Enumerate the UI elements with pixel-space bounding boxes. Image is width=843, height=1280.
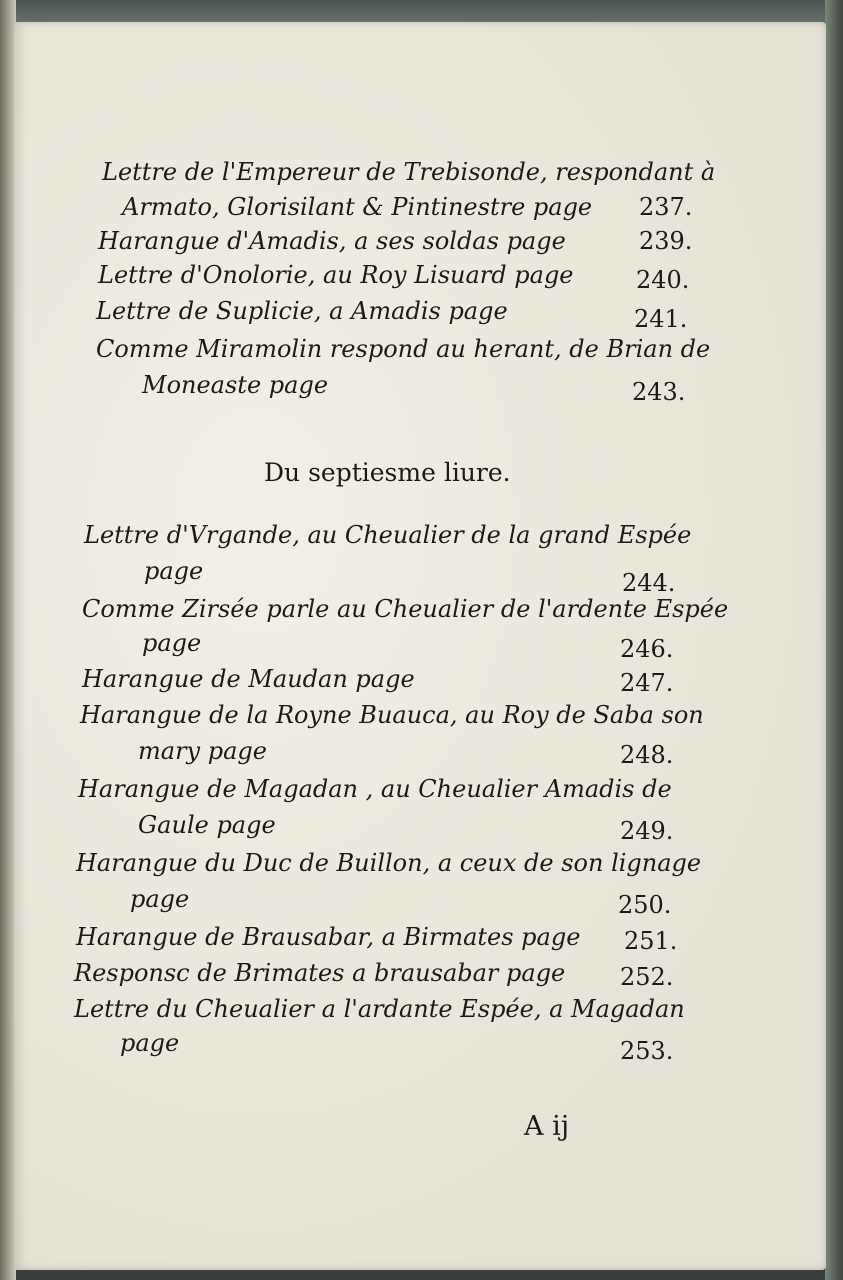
entry-title-continued: page bbox=[130, 885, 190, 913]
entry-title: Comme Miramolin respond au herant, de Brian de bbox=[96, 335, 711, 363]
entry-title: Harangue de Brausabar, a Birmates page bbox=[76, 923, 581, 951]
book-page bbox=[14, 22, 826, 1270]
entry-page-number: 243. bbox=[632, 378, 686, 406]
entry-title-continued: mary page bbox=[138, 737, 267, 765]
entry-title: Harangue de Maudan page bbox=[82, 665, 415, 693]
entry-page-number: 253. bbox=[620, 1037, 674, 1065]
entry-title: Lettre d'Onolorie, au Roy Lisuard page bbox=[98, 261, 574, 289]
entry-title: Harangue de Magadan , au Cheualier Amadis de bbox=[78, 775, 672, 803]
entry-title: Lettre du Cheualier a l'ardante Espée, a Magadan bbox=[74, 995, 685, 1023]
entry-page-number: 249. bbox=[620, 817, 674, 845]
section-heading: Du septiesme liure. bbox=[264, 458, 511, 487]
entry-page-number: 246. bbox=[620, 635, 674, 663]
entry-page-number: 247. bbox=[620, 669, 674, 697]
entry-title: Lettre de l'Empereur de Trebisonde, respondant à bbox=[102, 158, 716, 186]
entry-title-continued: page bbox=[120, 1029, 180, 1057]
entry-title: Harangue de la Royne Buauca, au Roy de Saba son bbox=[80, 701, 704, 729]
entry-page-number: 251. bbox=[624, 927, 678, 955]
entry-title: Lettre d'Vrgande, au Cheualier de la grand Espée bbox=[84, 521, 692, 549]
entry-page-number: 252. bbox=[620, 963, 674, 991]
entry-title: Harangue du Duc de Buillon, a ceux de son lignage bbox=[76, 849, 702, 877]
entry-page-number: 237. bbox=[639, 193, 693, 221]
entry-title: Lettre de Suplicie, a Amadis page bbox=[96, 297, 508, 325]
entry-title-continued: page bbox=[142, 629, 202, 657]
entry-title-continued: Gaule page bbox=[138, 811, 276, 839]
entry-title: Responsc de Brimates a brausabar page bbox=[74, 959, 566, 987]
entry-title-continued: Armato, Glorisilant & Pintinestre page bbox=[122, 193, 593, 221]
entry-title: Harangue d'Amadis, a ses soldas page bbox=[98, 227, 566, 255]
entry-page-number: 244. bbox=[622, 569, 676, 597]
entry-title-continued: Moneaste page bbox=[142, 371, 329, 399]
entry-page-number: 241. bbox=[634, 305, 688, 333]
signature-mark: A ij bbox=[524, 1111, 570, 1142]
entry-title: Comme Zirsée parle au Cheualier de l'ardente Espée bbox=[82, 595, 729, 623]
entry-title-continued: page bbox=[144, 557, 204, 585]
entry-page-number: 250. bbox=[618, 891, 672, 919]
book-binding-right bbox=[825, 0, 843, 1280]
entry-page-number: 239. bbox=[639, 227, 693, 255]
entry-page-number: 248. bbox=[620, 741, 674, 769]
entry-page-number: 240. bbox=[636, 266, 690, 294]
